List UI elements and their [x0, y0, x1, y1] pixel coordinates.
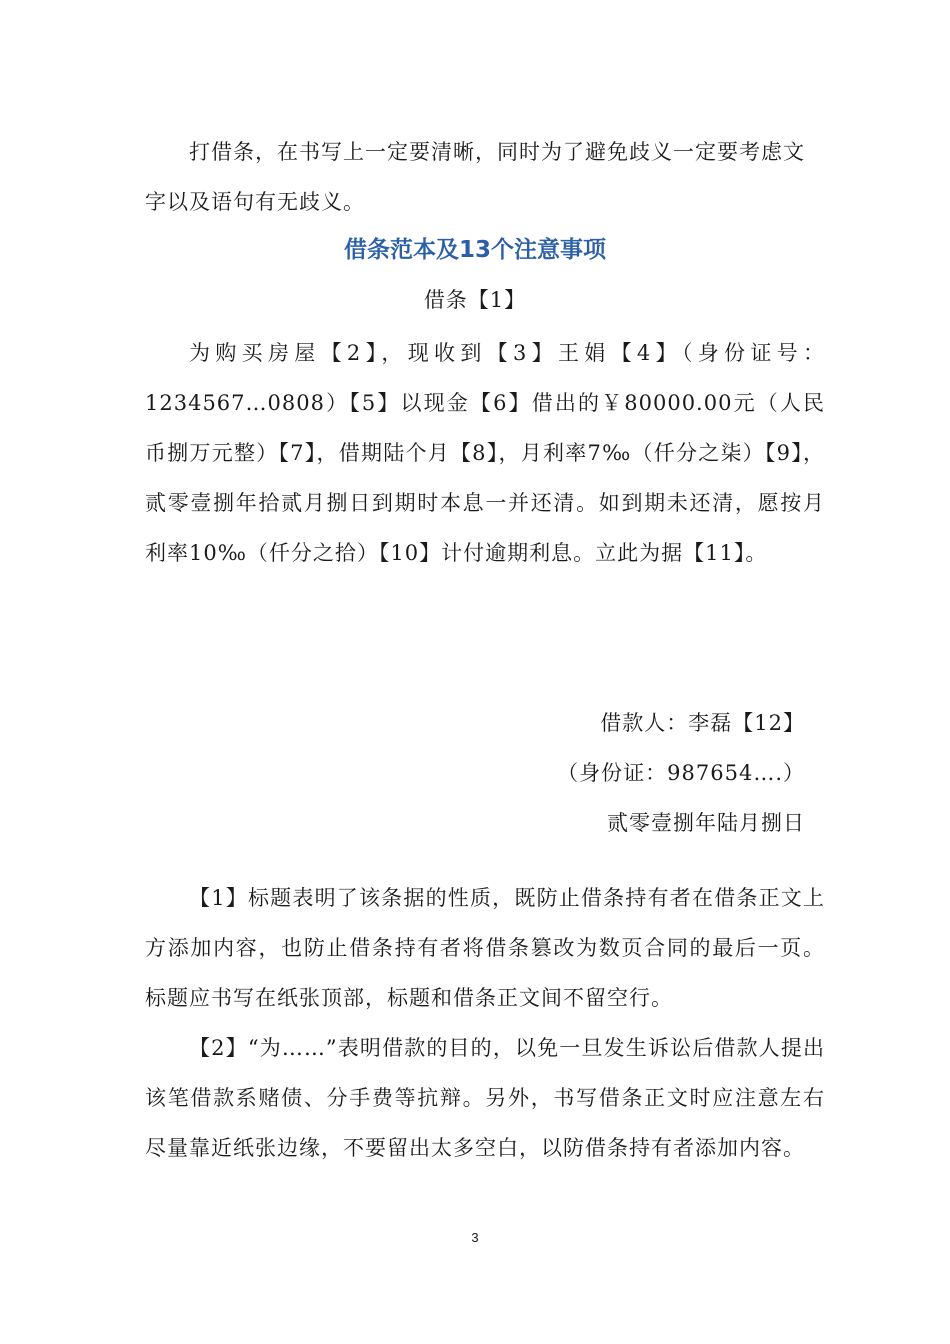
borrower-id: （身份证：987654….） — [557, 761, 805, 785]
note-2: 【2】“为……”表明借款的目的，以免一旦发生诉讼后借款人提出该笔借款系赌债、分手费等抗辩。另外，书写借条正文时应注意左右尽量靠近纸张边缘，不要留出太多空白，以防借条持有者添加内容。 — [145, 1036, 825, 1160]
sample-body: 为购买房屋【2】，现收到【3】王娟【4】（身份证号：1234567…0808）【5】以现金【6】借出的￥80000.00元（人民币捌万元整）【7】，借期陆个月【8】，月利率7‰（仟分之柒）【9】，贰零壹捌年拾贰月捌日到期时本息一并还清。如到期未还清，愿按月利率10‰（仟分之拾）【10】计付逾期利息。立此为据【11】。 — [145, 341, 825, 565]
page-number: 3 — [471, 1230, 479, 1245]
loan-date: 贰零壹捌年陆月捌日 — [607, 811, 805, 835]
borrower-signature: 借款人：李磊【12】 — [600, 711, 805, 735]
section-title: 借条范本及13个注意事项 — [343, 237, 606, 263]
note-1: 【1】标题表明了该条据的性质，既防止借条持有者在借条正文上方添加内容，也防止借条持有者将借条篡改为数页合同的最后一页。标题应书写在纸张顶部，标题和借条正文间不留空行。 — [145, 886, 825, 1010]
sample-heading: 借条【1】 — [423, 288, 527, 312]
intro-paragraph: 打借条，在书写上一定要清晰，同时为了避免歧义一定要考虑文字以及语句有无歧义。 — [145, 140, 805, 214]
